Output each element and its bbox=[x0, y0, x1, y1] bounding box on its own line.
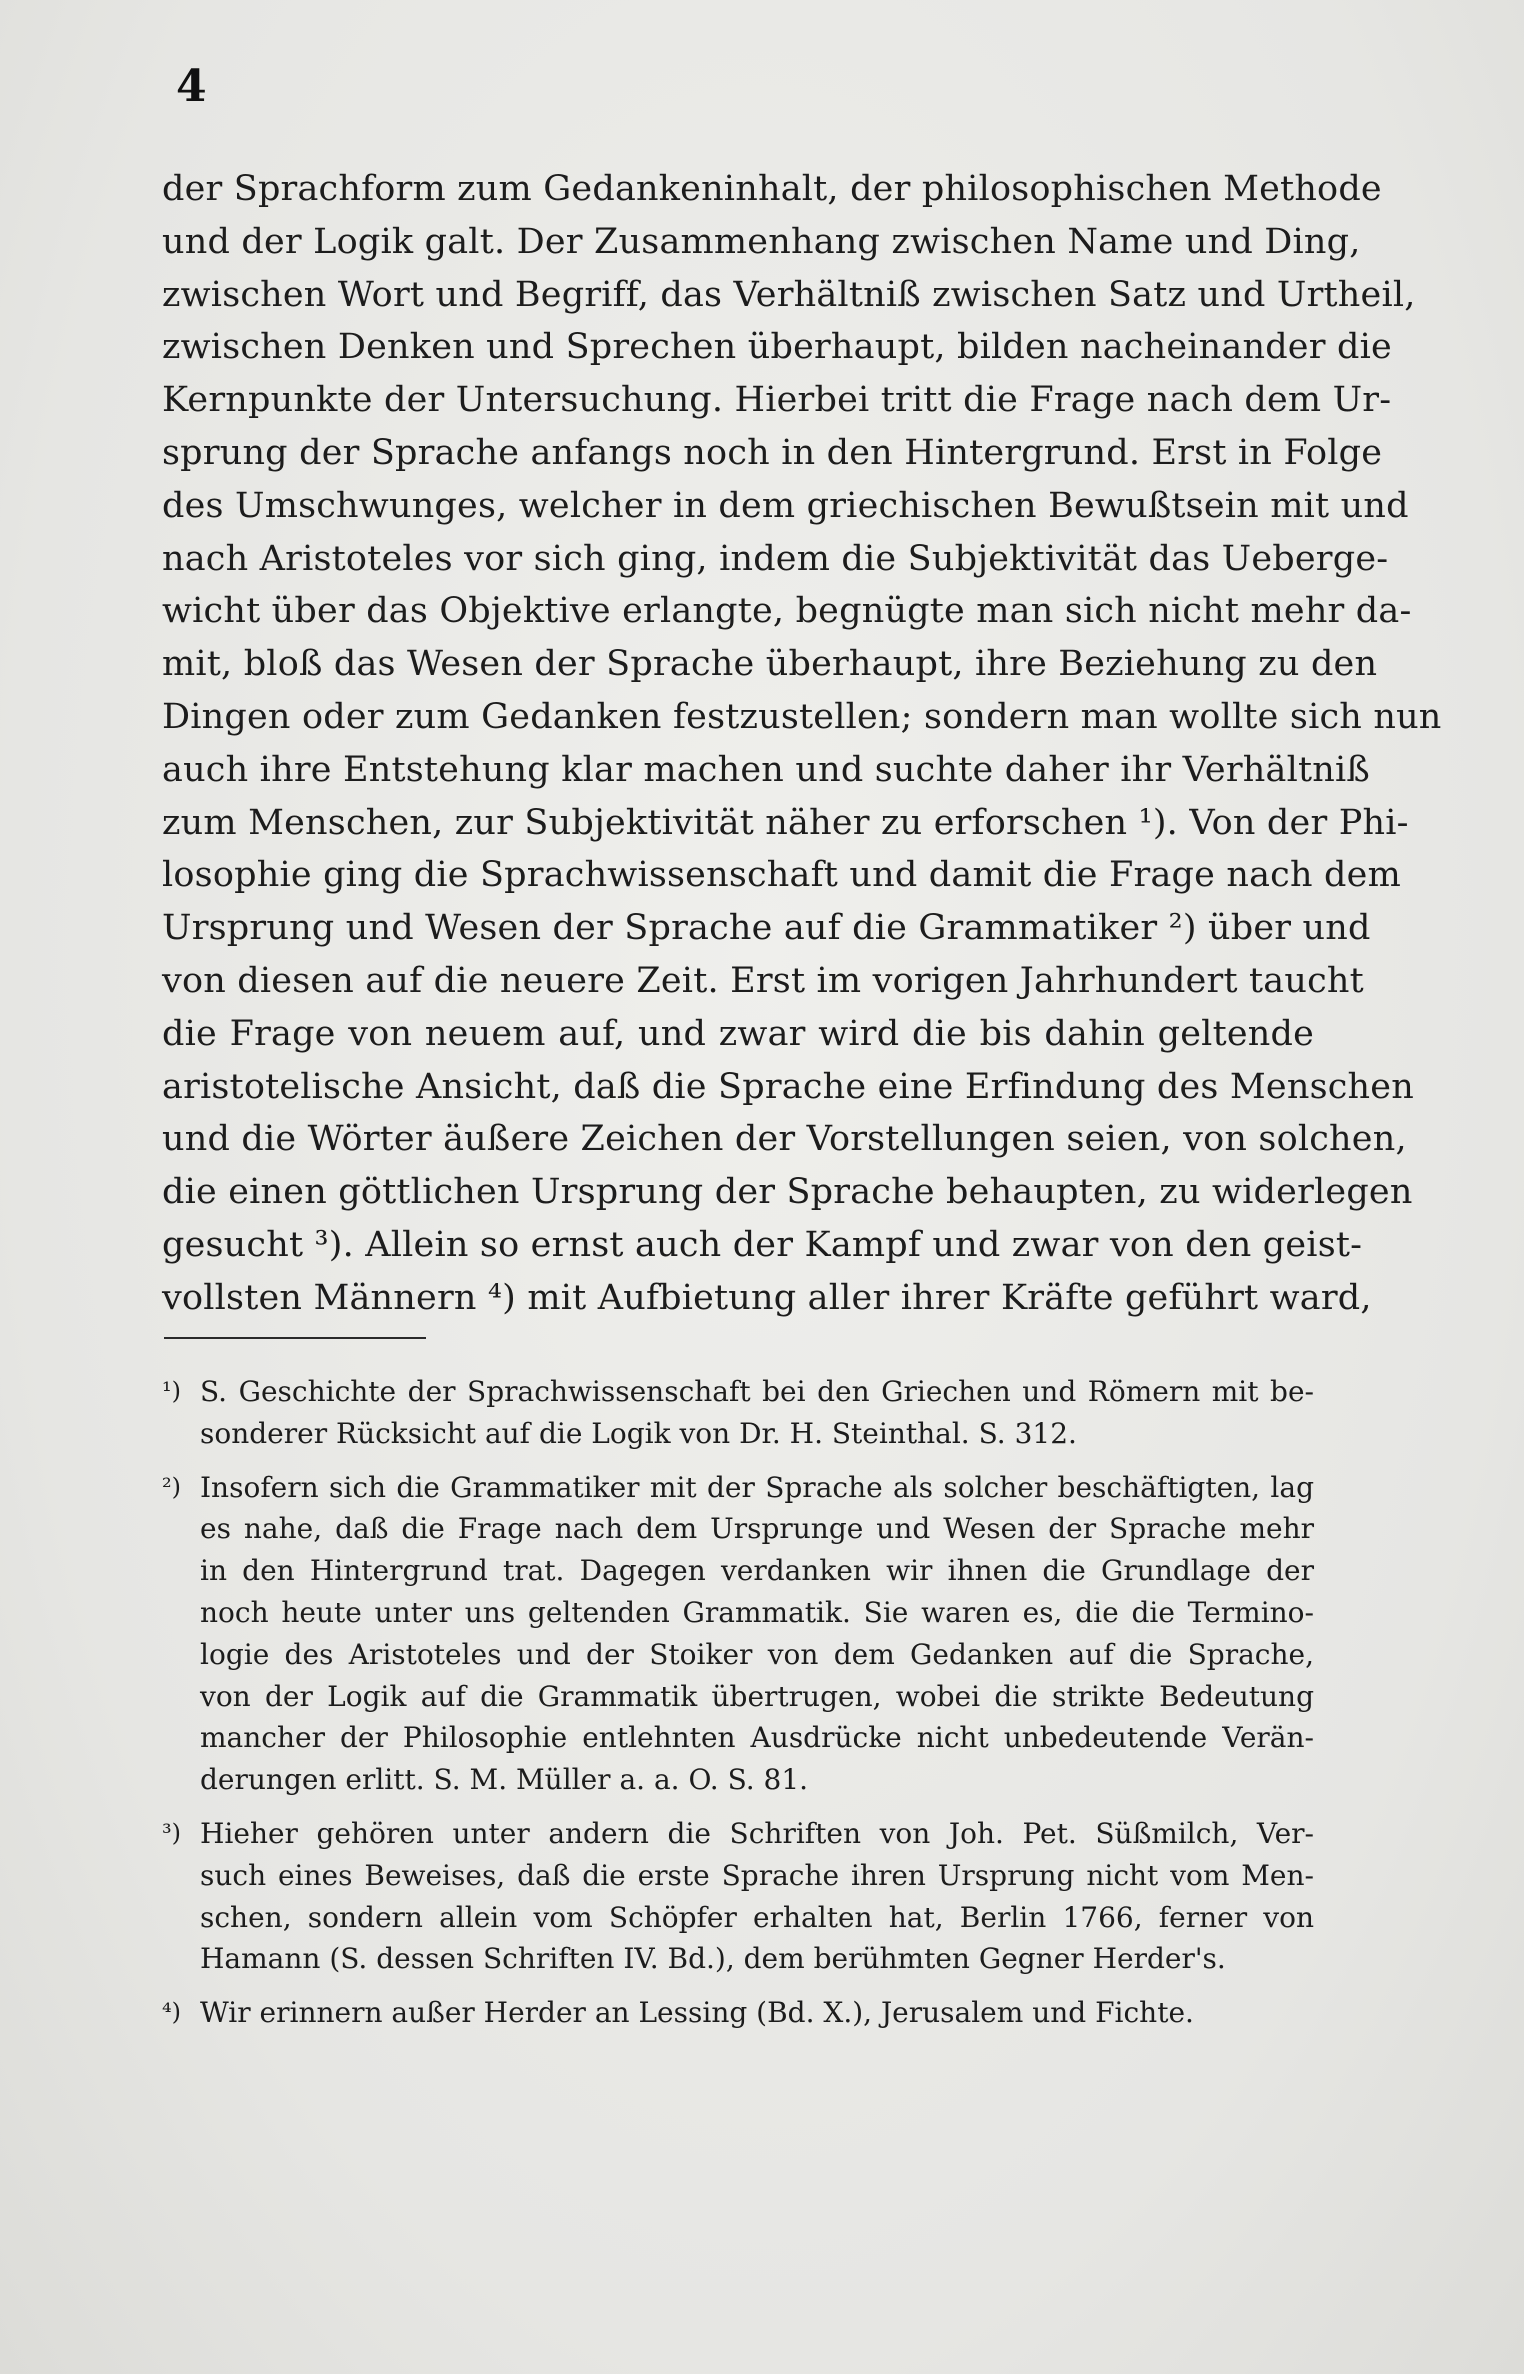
footnote-line: Insofern sich die Grammatiker mit der Sprache als solcher beschäftigten, lag bbox=[200, 1470, 1314, 1504]
text-line: die Frage von neuem auf, und zwar wird die bis dahin geltende bbox=[162, 1013, 1314, 1054]
text-line: der Sprachform zum Gedankeninhalt, der philosophischen Methode bbox=[162, 169, 1382, 209]
footnote-marker: ⁴) bbox=[162, 1998, 181, 2027]
text-line: und der Logik galt. Der Zusammenhang zwischen Name und Ding, bbox=[162, 221, 1361, 262]
text-line: des Umschwunges, welcher in dem griechischen Bewußtsein mit und bbox=[162, 485, 1409, 526]
text-line: aristotelische Ansicht, daß die Sprache eine Erfindung des Menschen bbox=[162, 1066, 1414, 1107]
main-text-block bbox=[162, 163, 1442, 1325]
text-line: von diesen auf die neuere Zeit. Erst im vorigen Jahrhundert taucht bbox=[162, 960, 1364, 1001]
footnote-divider bbox=[164, 1337, 426, 1339]
footnote-line: Hamann (S. dessen Schriften IV. Bd.), dem berühmten Gegner Herder's. bbox=[200, 1942, 1226, 1976]
text-line: mit, bloß das Wesen der Sprache überhaupt, ihre Beziehung zu den bbox=[162, 644, 1378, 685]
text-line: wicht über das Objektive erlangte, begnügte man sich nicht mehr da- bbox=[162, 591, 1412, 632]
text-line: Ursprung und Wesen der Sprache auf die Grammatiker ²) über und bbox=[162, 908, 1371, 949]
footnote-marker: ¹) bbox=[162, 1377, 181, 1405]
text-line: Kernpunkte der Untersuchung. Hierbei tritt die Frage nach dem Ur- bbox=[162, 380, 1392, 421]
page-number: 4 bbox=[176, 61, 207, 112]
footnote-line: Wir erinnern außer Herder an Lessing (Bd. X.), Jerusalem und Fichte. bbox=[200, 1996, 1194, 2030]
text-line: die einen göttlichen Ursprung der Sprache behaupten, zu widerlegen bbox=[162, 1172, 1413, 1213]
footnote-line: es nahe, daß die Frage nach dem Ursprunge und Wesen der Sprache mehr bbox=[200, 1512, 1314, 1546]
footnote-line: in den Hintergrund trat. Dagegen verdanken wir ihnen die Grundlage der bbox=[200, 1554, 1314, 1588]
text-line: zwischen Wort und Begriff, das Verhältniß zwischen Satz und Urtheil, bbox=[162, 274, 1416, 315]
text-line: sprung der Sprache anfangs noch in den Hintergrund. Erst in Folge bbox=[162, 432, 1383, 473]
footnote-line: schen, sondern allein vom Schöpfer erhalten hat, Berlin 1766, ferner von bbox=[200, 1900, 1314, 1934]
text-line: nach Aristoteles vor sich ging, indem die Subjektivität das Ueberge- bbox=[162, 538, 1389, 579]
text-line: vollsten Männern ⁴) mit Aufbietung aller ihrer Kräfte geführt ward, bbox=[162, 1277, 1372, 1318]
footnote-4 bbox=[162, 1992, 1314, 2034]
text-line: zum Menschen, zur Subjektivität näher zu erforschen ¹). Von der Phi- bbox=[162, 802, 1409, 843]
text-line: zwischen Denken und Sprechen überhaupt, bilden nacheinander die bbox=[162, 327, 1392, 368]
footnote-1 bbox=[162, 1371, 1314, 1455]
footnote-line: sonderer Rücksicht auf die Logik von Dr. H. Steinthal. S. 312. bbox=[200, 1416, 1077, 1450]
footnote-2 bbox=[162, 1467, 1314, 1801]
footnote-line: logie des Aristoteles und der Stoiker von dem Gedanken auf die Sprache, bbox=[200, 1637, 1314, 1671]
text-line: gesucht ³). Allein so ernst auch der Kampf und zwar von den geist- bbox=[162, 1224, 1363, 1265]
footnote-line: derungen erlitt. S. M. Müller a. a. O. S. 81. bbox=[200, 1763, 809, 1797]
footnote-line: such eines Beweises, daß die erste Sprache ihren Ursprung nicht vom Men- bbox=[200, 1858, 1314, 1892]
text-line: auch ihre Entstehung klar machen und suchte daher ihr Verhältniß bbox=[162, 749, 1370, 790]
footnote-line: mancher der Philosophie entlehnten Ausdrücke nicht unbedeutende Verän- bbox=[200, 1721, 1314, 1755]
footnote-line: noch heute unter uns geltenden Grammatik. Sie waren es, die die Termino- bbox=[200, 1595, 1314, 1629]
text-line: und die Wörter äußere Zeichen der Vorstellungen seien, von solchen, bbox=[162, 1119, 1407, 1160]
footnote-marker: ³) bbox=[162, 1818, 181, 1847]
footnote-line: von der Logik auf die Grammatik übertrugen, wobei die strikte Bedeutung bbox=[200, 1679, 1314, 1713]
footnote-line: Hieher gehören unter andern die Schriften von Joh. Pet. Süßmilch, Ver- bbox=[200, 1816, 1314, 1850]
text-line: Dingen oder zum Gedanken festzustellen; sondern man wollte sich nun bbox=[162, 696, 1442, 737]
footnote-line: S. Geschichte der Sprachwissenschaft bei den Griechen und Römern mit be- bbox=[200, 1375, 1314, 1408]
text-line: losophie ging die Sprachwissenschaft und damit die Frage nach dem bbox=[162, 855, 1401, 896]
footnote-marker: ²) bbox=[162, 1472, 181, 1501]
footnote-3 bbox=[162, 1813, 1314, 1980]
footnotes bbox=[162, 1371, 1314, 2042]
